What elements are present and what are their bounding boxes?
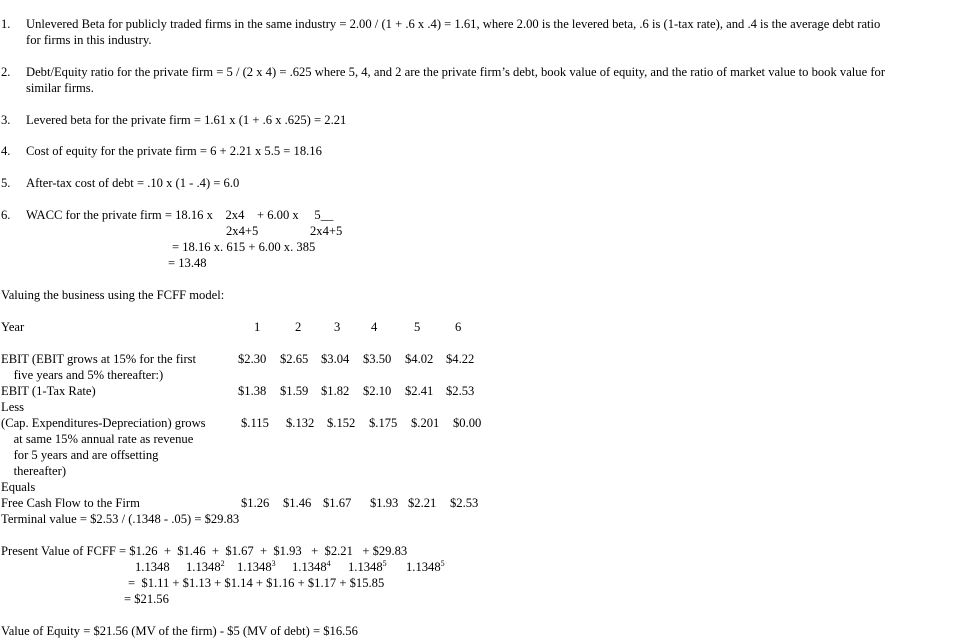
cell-value: $2.53 <box>446 384 475 398</box>
pv-result: = $21.56 <box>124 592 169 606</box>
equity-value: Value of Equity = $21.56 (MV of the firm) - $5 (MV of debt) = $16.56 <box>1 624 358 638</box>
cell-value: $.152 <box>327 416 356 430</box>
year-header: 6 <box>455 320 462 334</box>
cell-value: $.115 <box>241 416 269 430</box>
section-heading: Valuing the business using the FCFF model: <box>1 288 225 302</box>
cell-value: $1.67 <box>323 496 352 510</box>
cell-value: $0.00 <box>453 416 482 430</box>
cell-value: $4.02 <box>405 352 434 366</box>
wacc-denominator: 2x4+5 <box>310 224 343 238</box>
row-label: at same 15% annual rate as revenue <box>1 432 194 446</box>
item-text: Debt/Equity ratio for the private firm = 5 / (2 x 4) = .625 where 5, 4, and 2 are the private firm’s debt, book value of equity, and the ratio of market value to book value for <box>26 65 886 79</box>
row-label: (Cap. Expenditures-Depreciation) grows <box>1 416 206 430</box>
row-label: for 5 years and are offsetting <box>1 448 159 462</box>
cell-value: $1.59 <box>280 384 309 398</box>
cell-value: $1.38 <box>238 384 267 398</box>
row-label: Free Cash Flow to the Firm <box>1 496 140 510</box>
cell-value: $.175 <box>369 416 398 430</box>
cell-value: $2.30 <box>238 352 267 366</box>
cell-value: $2.10 <box>363 384 392 398</box>
terminal-value: Terminal value = $2.53 / (.1348 - .05) = $29.83 <box>1 512 240 526</box>
pv-denominator: 1.1348$^5$ <box>348 559 387 574</box>
year-header: 3 <box>334 320 341 334</box>
cell-value: $.201 <box>411 416 440 430</box>
row-label: Equals <box>1 480 36 494</box>
wacc-denominator: 2x4+5 <box>226 224 259 238</box>
pv-denominator: 1.1348$^4$ <box>292 559 331 574</box>
item-text: After-tax cost of debt = .10 x (1 - .4) = 6.0 <box>26 176 240 190</box>
item-number: 6. <box>1 208 11 222</box>
row-label: five years and 5% thereafter:) <box>1 368 164 382</box>
row-label: thereafter) <box>1 464 67 478</box>
cell-value: $1.82 <box>321 384 350 398</box>
item-text: Cost of equity for the private firm = 6 + 2.21 x 5.5 = 18.16 <box>26 144 322 158</box>
item-text: Levered beta for the private firm = 1.61 x (1 + .6 x .625) = 2.21 <box>26 113 347 127</box>
pv-denominator: 1.1348$^5$ <box>406 559 445 574</box>
cell-value: $2.41 <box>405 384 434 398</box>
item-text: for firms in this industry. <box>26 33 152 47</box>
cell-value: $1.93 <box>370 496 399 510</box>
pv-equation: Present Value of FCFF = $1.26 + $1.46 + $1.67 + $1.93 + $2.21 + $29.83 <box>1 544 408 558</box>
cell-value: $2.21 <box>408 496 437 510</box>
row-label: Less <box>1 400 25 414</box>
year-label: Year <box>1 320 25 334</box>
cell-value: $.132 <box>286 416 315 430</box>
year-header: 5 <box>414 320 421 334</box>
pv-denominator: 1.1348$^3$ <box>237 559 276 574</box>
year-header: 2 <box>295 320 302 334</box>
item-text: WACC for the private firm = 18.16 x 2x4 + 6.00 x 5__ <box>26 208 334 222</box>
row-label: EBIT (1-Tax Rate) <box>1 384 96 398</box>
wacc-result: = 13.48 <box>168 256 207 270</box>
year-header: 4 <box>371 320 378 334</box>
cell-value: $2.65 <box>280 352 309 366</box>
year-header: 1 <box>254 320 261 334</box>
pv-denominator: 1.1348 <box>135 560 170 574</box>
row-label: EBIT (EBIT grows at 15% for the first <box>1 352 197 366</box>
cell-value: $3.04 <box>321 352 350 366</box>
pv-denominator: 1.1348$^2$ <box>186 559 225 574</box>
cell-value: $2.53 <box>450 496 479 510</box>
item-number: 3. <box>1 113 11 127</box>
cell-value: $3.50 <box>363 352 392 366</box>
cell-value: $4.22 <box>446 352 475 366</box>
item-number: 4. <box>1 144 11 158</box>
cell-value: $1.26 <box>241 496 270 510</box>
item-text: Unlevered Beta for publicly traded firms in the same industry = 2.00 / (1 + .6 x .4) = 1.61, where 2.00 is the levered beta, .6 is (1-tax rate), and .4 is the average debt ratio <box>26 17 881 31</box>
item-number: 1. <box>1 17 11 31</box>
wacc-step: = 18.16 x. 615 + 6.00 x. 385 <box>172 240 316 254</box>
item-number: 2. <box>1 65 11 79</box>
pv-step: = $1.11 + $1.13 + $1.14 + $1.16 + $1.17 + $15.85 <box>128 576 385 590</box>
item-text: similar firms. <box>26 81 94 95</box>
cell-value: $1.46 <box>283 496 312 510</box>
item-number: 5. <box>1 176 11 190</box>
